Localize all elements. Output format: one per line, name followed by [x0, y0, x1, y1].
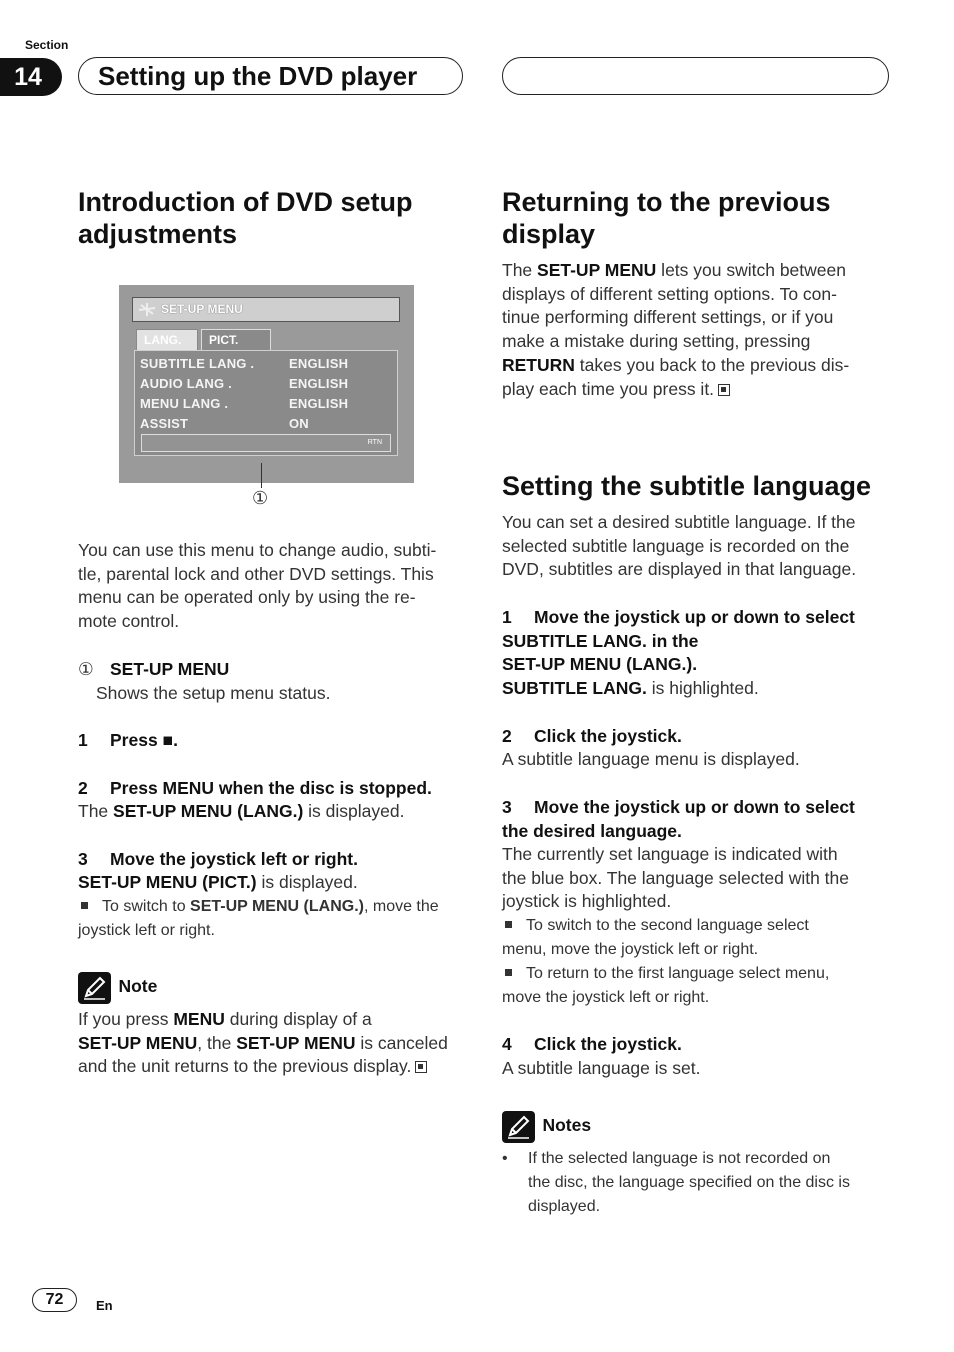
text-run: The [502, 260, 538, 280]
text-line: joystick is highlighted. [502, 891, 672, 912]
text-run-bold: SUBTITLE LANG. [502, 678, 647, 698]
section-number-badge: 14 [0, 58, 62, 96]
text-run-bold: RETURN [502, 354, 575, 375]
step-text: Move the joystick left or right. [110, 849, 358, 869]
text-run: play each time you press it. [502, 378, 715, 399]
section-label: Section [25, 38, 69, 52]
text-run: during display of a [224, 1009, 372, 1029]
text-line [502, 606, 902, 630]
text-line: The currently set language is indicated with [502, 844, 838, 864]
text-run: lets you switch between [656, 260, 846, 280]
note-pencil-icon [78, 972, 111, 1004]
notes-text [528, 1147, 902, 1219]
text-line [502, 796, 902, 820]
note-body [78, 1008, 468, 1079]
legend-number: ① [78, 659, 94, 679]
text-line: make a mistake during setting, pressing [502, 331, 811, 352]
subtitle-step-3-body [502, 843, 902, 914]
intro-heading [78, 186, 412, 250]
text-line [502, 259, 902, 283]
text-line: the disc, the language specified on the disc is [528, 1174, 850, 1191]
screen-row-label: ASSIST [140, 416, 189, 431]
screen-row-label: AUDIO LANG . [140, 376, 232, 391]
step-2-body [78, 800, 404, 824]
step-number: 2 [78, 778, 88, 798]
screen-row-label: MENU LANG . [140, 396, 229, 411]
end-mark-icon [718, 384, 730, 396]
chapter-title: Setting up the DVD player [78, 57, 463, 95]
text-line [502, 378, 902, 402]
square-bullet-icon [505, 969, 512, 976]
subtitle-intro [502, 511, 902, 582]
intro-paragraph [78, 539, 468, 634]
text-run-bold: SET-UP MENU [537, 260, 657, 280]
text-run: is displayed. [303, 801, 405, 821]
text-run: , the [197, 1032, 237, 1053]
text-line: the blue box. The language selected with the [502, 867, 850, 888]
step-2 [78, 777, 432, 801]
screen-tab-lang: LANG. [136, 329, 198, 351]
step-text: SET-UP MENU (LANG.). [502, 654, 698, 675]
text-line [78, 1008, 468, 1032]
text-run: , move the [363, 898, 439, 915]
page-number: 72 [32, 1288, 77, 1312]
text-line: displays of different setting options. To con- [502, 283, 837, 304]
text-run: The [78, 801, 114, 821]
text-run: and the unit returns to the previous display. [78, 1056, 412, 1077]
text-line: DVD, subtitles are displayed in that language. [502, 559, 857, 580]
return-paragraph [502, 259, 902, 401]
subtitle-step-4 [502, 1033, 682, 1057]
callout-marker: ① [252, 488, 269, 508]
legend-title: SET-UP MENU [110, 659, 230, 679]
step-3 [78, 848, 358, 872]
text-run: takes you back to the previous dis- [574, 354, 850, 375]
text-line: mote control. [78, 611, 180, 632]
step-number: 3 [502, 797, 512, 817]
step-text: Click the joystick. [534, 726, 682, 746]
subtitle-step-2-body: A subtitle language menu is displayed. [502, 749, 800, 769]
text-run: menu, move the joystick left or right. [502, 941, 759, 958]
screen-status-bar: RTN [141, 434, 391, 452]
subtitle-step-3 [502, 796, 902, 843]
subtitle-step-1-body [502, 677, 759, 701]
language-code: En [96, 1298, 113, 1313]
text-line [78, 1055, 468, 1079]
text-line [78, 1032, 468, 1056]
text-line: tinue performing different settings, or if you [502, 307, 834, 328]
text-line: You can set a desired subtitle language. If the [502, 512, 856, 532]
return-heading-line2: display [502, 219, 596, 249]
step-text: Press ■. [110, 730, 178, 750]
text-line: tle, parental lock and other DVD settings. This [78, 563, 434, 584]
text-run-bold: SET-UP MENU [78, 1032, 198, 1053]
square-bullet-icon [81, 902, 88, 909]
notes-title: Notes [542, 1115, 592, 1136]
screen-row-value: ON [289, 416, 309, 431]
screen-row-value: ENGLISH [289, 396, 349, 411]
subtitle-step-3-bullet-1 [502, 914, 902, 962]
note-header [78, 972, 157, 1004]
text-run: is displayed. [256, 872, 358, 892]
text-run-bold: SET-UP MENU (PICT.) [78, 872, 257, 892]
text-line: If the selected language is not recorded on [528, 1150, 831, 1167]
subtitle-heading: Setting the subtitle language [502, 471, 872, 501]
step-number: 4 [502, 1034, 512, 1054]
text-run-bold: MENU [173, 1009, 225, 1029]
return-heading-line1: Returning to the previous [502, 187, 831, 217]
text-run: To switch to [102, 898, 191, 915]
text-run-bold: SET-UP MENU (LANG.) [113, 801, 304, 821]
step-number: 2 [502, 726, 512, 746]
subtitle-step-2 [502, 725, 682, 749]
text-run-bold: SET-UP MENU (LANG.) [190, 898, 364, 915]
note-title: Note [118, 976, 158, 997]
subtitle-step-3-bullet-2 [502, 962, 902, 1010]
step-number: 3 [78, 849, 88, 869]
text-run: joystick left or right. [78, 922, 215, 939]
screen-titlebar [132, 297, 400, 322]
text-line: displayed. [528, 1198, 601, 1215]
intro-heading-line1: Introduction of DVD setup [78, 187, 413, 217]
screen-title: SET-UP MENU [161, 302, 243, 316]
text-run: To switch to the second language select [526, 917, 809, 934]
bullet-dot-icon: • [502, 1150, 508, 1167]
header-empty-pill [502, 57, 889, 95]
text-line: selected subtitle language is recorded on the [502, 535, 850, 556]
step-1 [78, 729, 178, 753]
step-text: Move the joystick up or down to select [534, 797, 855, 817]
step-text: the desired language. [502, 820, 682, 841]
text-run: is canceled [355, 1032, 448, 1053]
text-run: If you press [78, 1009, 174, 1029]
square-bullet-icon [505, 921, 512, 928]
step-3-bullet [78, 895, 473, 943]
step-text: Press MENU when the disc is stopped. [110, 778, 432, 798]
text-run: is highlighted. [646, 678, 759, 698]
return-heading [502, 186, 831, 250]
text-run: To return to the first language select menu, [526, 965, 830, 982]
text-line [502, 354, 902, 378]
screen-tab-pict: PICT. [201, 329, 271, 351]
callout-line [261, 463, 262, 488]
text-line: menu can be operated only by using the re- [78, 587, 416, 608]
legend-item [78, 658, 229, 682]
legend-description: Shows the setup menu status. [96, 683, 331, 703]
step-number: 1 [502, 607, 512, 627]
step-text: Click the joystick. [534, 1034, 682, 1054]
step-3-body [78, 871, 358, 895]
notes-list-item [502, 1147, 902, 1219]
disc-icon [138, 302, 156, 317]
screen-row-value: ENGLISH [289, 356, 349, 371]
intro-heading-line2: adjustments [78, 219, 238, 249]
end-mark-icon [415, 1061, 427, 1073]
note-pencil-icon [502, 1111, 535, 1143]
notes-header [502, 1111, 591, 1143]
step-text: Move the joystick up or down to select [534, 607, 855, 627]
step-text: SUBTITLE LANG. in the [502, 630, 699, 651]
screen-row-label: SUBTITLE LANG . [140, 356, 255, 371]
subtitle-step-1 [502, 606, 902, 677]
screen-row-value: ENGLISH [289, 376, 349, 391]
text-line: You can use this menu to change audio, subti- [78, 540, 437, 560]
text-run: move the joystick left or right. [502, 989, 710, 1006]
step-number: 1 [78, 730, 88, 750]
text-run-bold: SET-UP MENU [236, 1032, 356, 1053]
subtitle-step-4-body: A subtitle language is set. [502, 1058, 701, 1078]
